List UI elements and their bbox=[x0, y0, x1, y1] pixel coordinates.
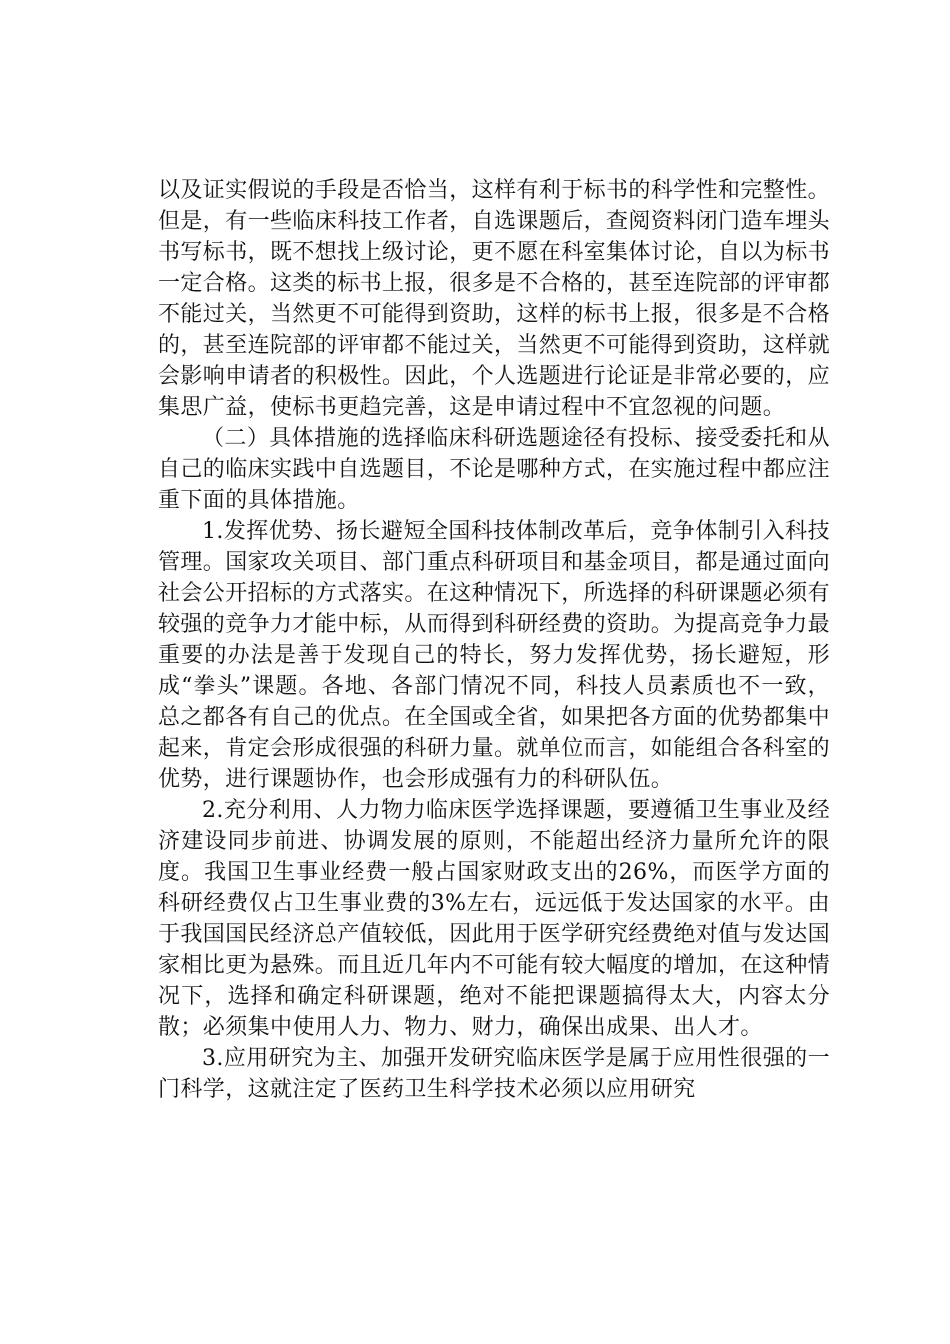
document-body bbox=[158, 175, 830, 1105]
paragraph-2: （二）具体措施的选择临床科研选题途径有投标、接受委托和从自己的临床实践中自选题目，不论是哪种方式，在实施过程中都应注重下面的具体措施。 bbox=[158, 426, 831, 513]
paragraph-4: 2.充分利用、人力物力临床医学选择课题，要遵循卫生事业及经济建设同步前进、协调发展的原则，不能超出经济力量所允许的限度。我国卫生事业经费一般占国家财政支出的26%，而医学方面的科研经费仅占卫生事业费的3%左右，远远低于发达国家的水平。由于我国国民经济总产值较低，因此用于医学研究经费绝对值与发达国家相比更为悬殊。而且近几年内不可能有较大幅度的增加，在这种情况下，选择和确定科研课题，绝对不能把课题搞得太大，内容太分散；必须集中使用人力、物力、财力，确保出成果、出人才。 bbox=[158, 798, 831, 1040]
paragraph-5: 3.应用研究为主、加强开发研究临床医学是属于应用性很强的一门科学，这就注定了医药卫生科学技术必须以应用研究 bbox=[158, 1046, 830, 1102]
paragraph-3: 1.发挥优势、扬长避短全国科技体制改革后，竞争体制引入科技管理。国家攻关项目、部门重点科研项目和基金项目，都是通过面向社会公开招标的方式落实。在这种情况下，所选择的科研课题必须有较强的竞争力才能中标，从而得到科研经费的资助。为提高竞争力最重要的办法是善于发现自己的特长，努力发挥优势，扬长避短，形成“拳头”课题。各地、各部门情况不同，科技人员素质也不一致，总之都各有自己的优点。在全国或全省，如果把各方面的优势都集中起来，肯定会形成很强的科研力量。就单位而言，如能组合各科室的优势，进行课题协作，也会形成强有力的科研队伍。 bbox=[158, 519, 831, 792]
paragraph-1: 以及证实假说的手段是否恰当，这样有利于标书的科学性和完整性。但是，有一些临床科技工作者，自选课题后，查阅资料闭门造车埋头书写标书，既不想找上级讨论，更不愿在科室集体讨论，自以为标书一定合格。这类的标书上报，很多是不合格的，甚至连院部的评审都不能过关，当然更不可能得到资助，这样的标书上报，很多是不合格的，甚至连院部的评审都不能过关，当然更不可能得到资助，这样就会影响申请者的积极性。因此，个人选题进行论证是非常必要的，应集思广益，使标书更趋完善，这是申请过程中不宜忽视的问题。 bbox=[158, 178, 831, 420]
